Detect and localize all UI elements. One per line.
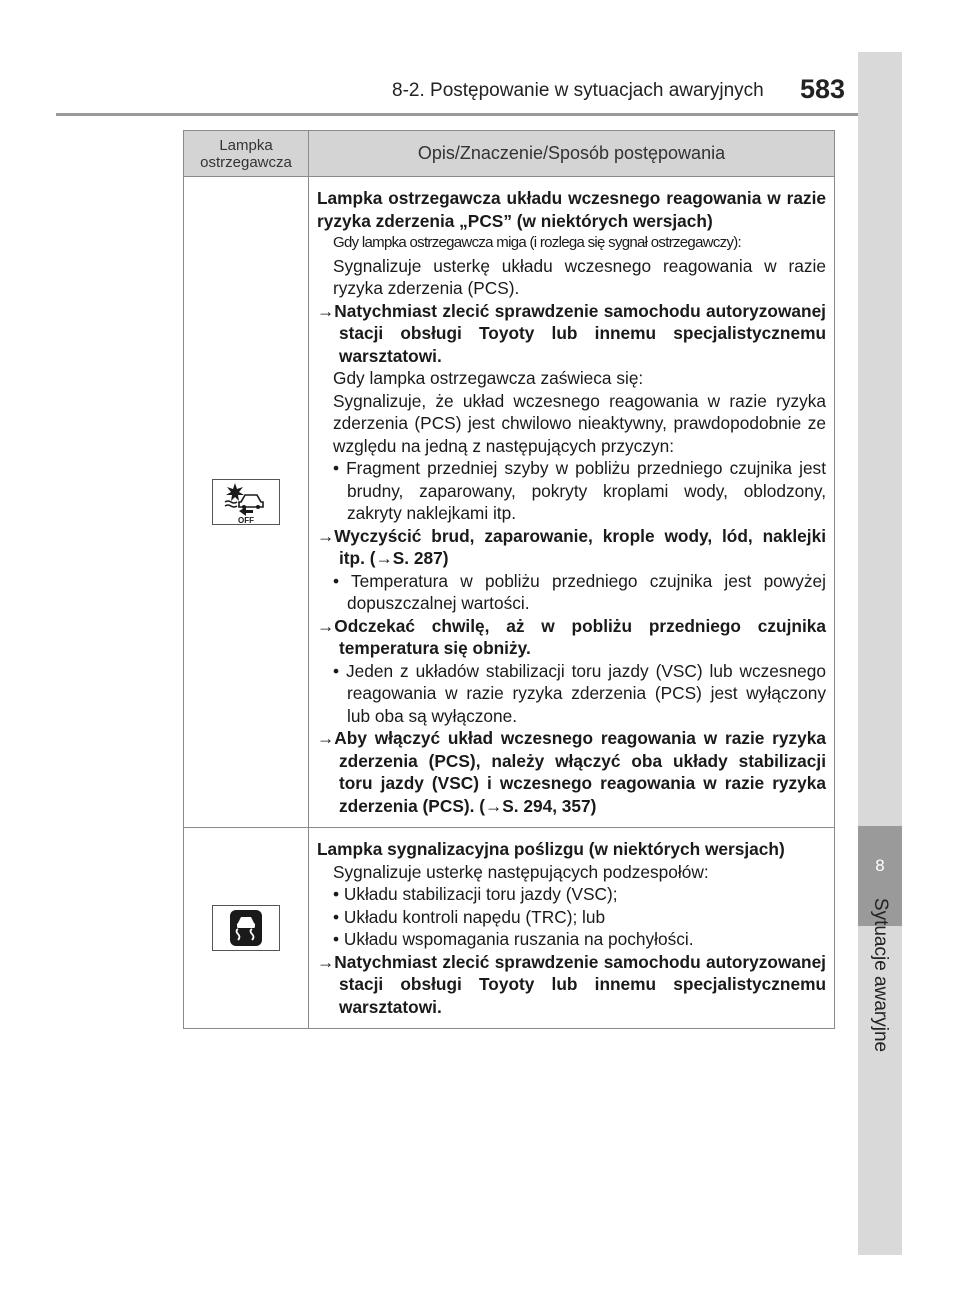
slip-indicator-icon [212,905,280,951]
bullet-item: • Jeden z układów stabilizacji toru jazdy (VSC) lub wczesnego reagowania w razie ryzyka zderzenia (PCS) jest wyłączony lub oba są wyłączone. [333,660,826,726]
column-header-lamp-line2: ostrzegawcza [200,153,292,171]
table-header-row [184,131,835,177]
bullet-item: • Układu stabilizacji toru jazdy (VSC); [333,884,618,904]
chapter-side-tab [858,52,902,1255]
table-row [184,828,835,1029]
chapter-label: Sytuacje awaryjne [870,897,891,1053]
action-text: →Natychmiast zlecić sprawdzenie samochodu autoryzowanej stacji obsługi Toyoty lub innemu specjalistycznemu warsztatowi. [317,300,826,366]
action-text: →Natychmiast zlecić sprawdzenie samochodu autoryzowanej stacji obsługi Toyoty lub innemu specjalistycznemu warsztatowi. [317,951,826,1017]
column-header-lamp [184,131,309,177]
action-text: →Aby włączyć układ wczesnego reagowania w razie ryzyka zderzenia (PCS), należy włączyć oba układy stabilizacji toru jazdy (VSC) i wczesnego reagowania w razie ryzyka zderzenia (PCS). (→S. 294, 357) [317,728,826,816]
lamp-title: Lampka ostrzegawcza układu wczesnego reagowania w razie ryzyka zderzenia „PCS” (w niektórych wersjach) [317,188,826,231]
description-text: Sygnalizuje usterkę układu wczesnego reagowania w razie ryzyka zderzenia (PCS). [333,255,826,298]
lamp-cell [184,828,309,1029]
page-header-title: 8-2. Postępowanie w sytuacjach awaryjnych [392,80,764,101]
bullet-item: • Układu wspomagania ruszania na pochyłości. [333,929,694,949]
action-text-content: →Wyczyścić brud, zaparowanie, krople wody, lód, naklejki itp. (→S. 287) [317,525,826,568]
page-number: 583 [800,74,846,104]
column-header-description: Opis/Znaczenie/Sposób postępowania [309,131,835,177]
pcs-off-icon-label: OFF [238,516,254,524]
bullet-item: • Układu kontroli napędu (TRC); lub [333,906,606,927]
bullet-item: • Fragment przedniej szyby w pobliżu przedniego czujnika jest brudny, zaparowany, pokryty kroplami wody, oblodzony, zakryty naklejkami itp. [333,458,826,523]
lamp-title: Lampka sygnalizacyjna poślizgu (w niektórych wersjach) [317,839,785,859]
header-divider [56,113,858,116]
chapter-number: 8 [875,856,885,875]
action-text [317,525,826,570]
description-cell [309,828,835,1029]
bullet-item: • Temperatura w pobliżu przedniego czujnika jest powyżej dopuszczalnej wartości. [333,570,826,613]
pcs-off-icon [212,479,280,525]
column-header-lamp-line1: Lampka [219,136,273,154]
condition-text: Gdy lampka ostrzegawcza zaświeca się: [333,368,644,388]
action-text: →Odczekać chwilę, aż w pobliżu przedniego czujnika temperatura się obniży. [317,615,826,658]
lamp-cell [184,177,309,828]
condition-text: Gdy lampka ostrzegawcza miga (i rozlega się sygnał ostrzegawczy): [333,234,742,251]
description-text: Sygnalizuje, że układ wczesnego reagowania w razie ryzyka zderzenia (PCS) jest chwilowo nieaktywny, prawdopodobnie ze względu na jedną z następujących przyczyn: [333,390,826,456]
description-text: Sygnalizuje usterkę następujących podzespołów: [333,861,709,882]
description-cell [309,177,835,828]
warning-lamp-table [183,130,835,1029]
table-row [184,177,835,828]
